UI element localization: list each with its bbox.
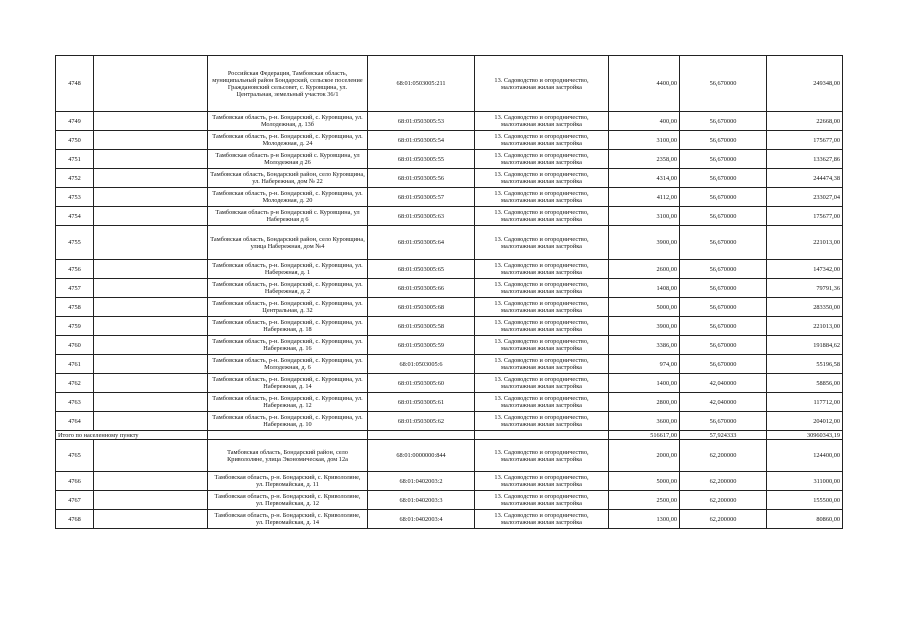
area-cell: 1408,00	[609, 279, 680, 298]
row-number: 4759	[56, 317, 94, 336]
table-row	[56, 317, 843, 336]
land-use-cell: 13. Садоводство и огородничество, малоэтажная жилая застройка	[475, 260, 609, 279]
rate-cell: 56,670000	[680, 150, 767, 169]
address-cell: Тамбовская область р-н Бондарский с. Куровщина, ул Молодежная д 26	[208, 150, 368, 169]
area-cell: 3386,00	[609, 336, 680, 355]
row-number: 4755	[56, 226, 94, 260]
blank-cell	[94, 112, 208, 131]
blank-cell	[94, 440, 208, 472]
summary-rate: 57,924333	[680, 431, 767, 440]
address-cell: Тамбовская область, Бондарский район, село Кривололяне, улица Экономическая, дом 12а	[208, 440, 368, 472]
cadastral-value-cell: 175677,00	[767, 207, 843, 226]
cadastral-number-cell: 68:01:0503005:64	[368, 226, 475, 260]
blank-cell	[94, 510, 208, 529]
area-cell: 2000,00	[609, 440, 680, 472]
cadastral-value-cell: 191884,62	[767, 336, 843, 355]
blank-cell	[94, 472, 208, 491]
row-number: 4764	[56, 412, 94, 431]
rate-cell: 56,670000	[680, 412, 767, 431]
address-cell: Тамбовская область, р-н. Бондарский, с. Куровщина, ул. Набережная, д. 18	[208, 317, 368, 336]
rate-cell: 56,670000	[680, 56, 767, 112]
land-use-cell: 13. Садоводство и огородничество, малоэтажная жилая застройка	[475, 355, 609, 374]
cadastral-value-cell: 58856,00	[767, 374, 843, 393]
table-row	[56, 355, 843, 374]
blank-cell	[94, 393, 208, 412]
rate-cell: 62,200000	[680, 510, 767, 529]
table-row	[56, 510, 843, 529]
blank-cell	[94, 226, 208, 260]
area-cell: 3900,00	[609, 226, 680, 260]
land-use-cell: 13. Садоводство и огородничество, малоэтажная жилая застройка	[475, 112, 609, 131]
blank-cell	[94, 355, 208, 374]
cadastral-value-cell: 22668,00	[767, 112, 843, 131]
table-row	[56, 226, 843, 260]
area-cell: 1300,00	[609, 510, 680, 529]
cadastral-value-cell: 221013,00	[767, 226, 843, 260]
blank-cell	[94, 260, 208, 279]
summary-blank-cell	[475, 431, 609, 440]
area-cell: 4112,00	[609, 188, 680, 207]
blank-cell	[94, 279, 208, 298]
cadastral-number-cell: 68:01:0503005:55	[368, 150, 475, 169]
cadastral-value-cell: 55196,58	[767, 355, 843, 374]
row-number: 4758	[56, 298, 94, 317]
table-row	[56, 412, 843, 431]
table-row	[56, 207, 843, 226]
rate-cell: 56,670000	[680, 336, 767, 355]
row-number: 4767	[56, 491, 94, 510]
blank-cell	[94, 150, 208, 169]
cadastral-number-cell: 68:01:0503005:54	[368, 131, 475, 150]
rate-cell: 56,670000	[680, 169, 767, 188]
address-cell: Тамбовская область р-н Бондарский с. Куровщина, ул Набережная д 6	[208, 207, 368, 226]
table-row	[56, 112, 843, 131]
area-cell: 3900,00	[609, 317, 680, 336]
rate-cell: 56,670000	[680, 207, 767, 226]
table-row	[56, 374, 843, 393]
row-number: 4750	[56, 131, 94, 150]
area-cell: 3100,00	[609, 131, 680, 150]
row-number: 4761	[56, 355, 94, 374]
rate-cell: 56,670000	[680, 355, 767, 374]
land-use-cell: 13. Садоводство и огородничество, малоэтажная жилая застройка	[475, 298, 609, 317]
row-number: 4757	[56, 279, 94, 298]
land-use-cell: 13. Садоводство и огородничество, малоэтажная жилая застройка	[475, 393, 609, 412]
address-cell: Тамбовская область, Бондарский район, село Куровщина, ул. Набережная, дом № 22	[208, 169, 368, 188]
rate-cell: 56,670000	[680, 131, 767, 150]
blank-cell	[94, 298, 208, 317]
rate-cell: 56,670000	[680, 317, 767, 336]
cadastral-number-cell: 68:01:0402003:2	[368, 472, 475, 491]
land-use-cell: 13. Садоводство и огородничество, малоэтажная жилая застройка	[475, 150, 609, 169]
cadastral-number-cell: 68:01:0503005:62	[368, 412, 475, 431]
cadastral-value-cell: 133627,86	[767, 150, 843, 169]
land-use-cell: 13. Садоводство и огородничество, малоэтажная жилая застройка	[475, 279, 609, 298]
row-number: 4751	[56, 150, 94, 169]
cadastral-number-cell: 68:01:0503005:66	[368, 279, 475, 298]
cadastral-number-cell: 68:01:0503005:211	[368, 56, 475, 112]
table-row	[56, 260, 843, 279]
cadastral-value-cell: 283350,00	[767, 298, 843, 317]
land-use-cell: 13. Садоводство и огородничество, малоэтажная жилая застройка	[475, 207, 609, 226]
address-cell: Тамбовская область, р-н. Бондарский, с. Куровщина, ул. Молодежная, д. 6	[208, 355, 368, 374]
cadastral-value-cell: 117712,00	[767, 393, 843, 412]
summary-area: 516617,00	[609, 431, 680, 440]
row-number: 4756	[56, 260, 94, 279]
blank-cell	[94, 169, 208, 188]
cadastral-number-cell: 68:01:0402003:3	[368, 491, 475, 510]
cadastral-value-cell: 249348,00	[767, 56, 843, 112]
cadastral-number-cell: 68:01:0503005:63	[368, 207, 475, 226]
area-cell: 5000,00	[609, 472, 680, 491]
rate-cell: 42,040000	[680, 374, 767, 393]
address-cell: Тамбовская область, р-н. Бондарский, с. Куровщина, ул. Набережная, д. 2	[208, 279, 368, 298]
rate-cell: 62,200000	[680, 472, 767, 491]
blank-cell	[94, 207, 208, 226]
blank-cell	[94, 131, 208, 150]
table-row	[56, 472, 843, 491]
address-cell: Тамбовская область, р-н. Бондарский, с. Куровщина, ул. Центральная, д. 32	[208, 298, 368, 317]
area-cell: 4314,00	[609, 169, 680, 188]
address-cell: Тамбовская область, р-н. Бондарский, с. Куровщина, ул. Молодежная, д. 24	[208, 131, 368, 150]
table-row	[56, 131, 843, 150]
address-cell: Тамбовская область, р-н. Бондарский, с. Куровщина, ул. Набережная, д. 12	[208, 393, 368, 412]
cadastral-value-cell: 79791,36	[767, 279, 843, 298]
cadastral-number-cell: 68:01:0503005:60	[368, 374, 475, 393]
land-use-cell: 13. Садоводство и огородничество, малоэтажная жилая застройка	[475, 56, 609, 112]
area-cell: 2600,00	[609, 260, 680, 279]
address-cell: Тамбовская область, Бондарский район, село Куровщина, улица Набережная, дом №4	[208, 226, 368, 260]
table-row	[56, 169, 843, 188]
address-cell: Тамбовская область, р-н. Бондарский, с. Кривололяне, ул. Первомайская, д. 11	[208, 472, 368, 491]
blank-cell	[94, 412, 208, 431]
area-cell: 4400,00	[609, 56, 680, 112]
cadastral-value-cell: 233027,04	[767, 188, 843, 207]
row-number: 4752	[56, 169, 94, 188]
land-use-cell: 13. Садоводство и огородничество, малоэтажная жилая застройка	[475, 188, 609, 207]
table-row	[56, 440, 843, 472]
row-number: 4753	[56, 188, 94, 207]
cadastral-value-cell: 204012,00	[767, 412, 843, 431]
area-cell: 1400,00	[609, 374, 680, 393]
land-use-cell: 13. Садоводство и огородничество, малоэтажная жилая застройка	[475, 412, 609, 431]
row-number: 4754	[56, 207, 94, 226]
cadastral-value-cell: 124400,00	[767, 440, 843, 472]
summary-label: Итого по населенному пункту	[56, 431, 208, 440]
rate-cell: 56,670000	[680, 226, 767, 260]
land-use-cell: 13. Садоводство и огородничество, малоэтажная жилая застройка	[475, 440, 609, 472]
blank-cell	[94, 317, 208, 336]
row-number: 4763	[56, 393, 94, 412]
land-use-cell: 13. Садоводство и огородничество, малоэтажная жилая застройка	[475, 317, 609, 336]
table-row	[56, 188, 843, 207]
summary-blank-cell	[208, 431, 368, 440]
land-use-cell: 13. Садоводство и огородничество, малоэтажная жилая застройка	[475, 510, 609, 529]
cadastral-value-cell: 175677,00	[767, 131, 843, 150]
cadastral-number-cell: 68:01:0503005:57	[368, 188, 475, 207]
area-cell: 3600,00	[609, 412, 680, 431]
cadastral-value-cell: 155500,00	[767, 491, 843, 510]
land-use-cell: 13. Садоводство и огородничество, малоэтажная жилая застройка	[475, 374, 609, 393]
row-number: 4768	[56, 510, 94, 529]
cadastral-number-cell: 68:01:0503005:53	[368, 112, 475, 131]
address-cell: Тамбовская область, р-н. Бондарский, с. Куровщина, ул. Набережная, д. 10	[208, 412, 368, 431]
rate-cell: 62,200000	[680, 491, 767, 510]
land-use-cell: 13. Садоводство и огородничество, малоэтажная жилая застройка	[475, 472, 609, 491]
cadastral-number-cell: 68:01:0503005:68	[368, 298, 475, 317]
land-use-cell: 13. Садоводство и огородничество, малоэтажная жилая застройка	[475, 491, 609, 510]
cadastral-value-cell: 80860,00	[767, 510, 843, 529]
address-cell: Тамбовская область, р-н. Бондарский, с. Куровщина, ул. Набережная, д. 1	[208, 260, 368, 279]
address-cell: Тамбовская область, р-н. Бондарский, с. Кривололяне, ул. Первомайская, д. 14	[208, 510, 368, 529]
rate-cell: 42,040000	[680, 393, 767, 412]
land-use-cell: 13. Садоводство и огородничество, малоэтажная жилая застройка	[475, 226, 609, 260]
address-cell: Тамбовская область, р-н. Бондарский, с. Куровщина, ул. Молодежная, д. 20	[208, 188, 368, 207]
summary-blank-cell	[368, 431, 475, 440]
cadastral-value-cell: 244474,38	[767, 169, 843, 188]
row-number: 4760	[56, 336, 94, 355]
table-row	[56, 491, 843, 510]
blank-cell	[94, 188, 208, 207]
cadastral-number-cell: 68:01:0000000:844	[368, 440, 475, 472]
area-cell: 2500,00	[609, 491, 680, 510]
rate-cell: 56,670000	[680, 112, 767, 131]
land-use-cell: 13. Садоводство и огородничество, малоэтажная жилая застройка	[475, 131, 609, 150]
table-row	[56, 336, 843, 355]
area-cell: 5000,00	[609, 298, 680, 317]
blank-cell	[94, 336, 208, 355]
cadastral-value-cell: 221013,00	[767, 317, 843, 336]
row-number: 4748	[56, 56, 94, 112]
cadastral-number-cell: 68:01:0402003:4	[368, 510, 475, 529]
row-number: 4749	[56, 112, 94, 131]
row-number: 4766	[56, 472, 94, 491]
table-row	[56, 393, 843, 412]
address-cell: Тамбовская область, р-н. Бондарский, с. Кривололяне, ул. Первомайская, д. 12	[208, 491, 368, 510]
cadastral-value-cell: 147342,00	[767, 260, 843, 279]
area-cell: 2800,00	[609, 393, 680, 412]
table-row	[56, 150, 843, 169]
table-row	[56, 298, 843, 317]
area-cell: 974,00	[609, 355, 680, 374]
address-cell: Тамбовская область, р-н. Бондарский, с. Куровщина, ул. Молодежная, д. 13б	[208, 112, 368, 131]
cadastral-number-cell: 68:01:0503005:56	[368, 169, 475, 188]
land-register-table	[55, 55, 843, 529]
row-number: 4765	[56, 440, 94, 472]
area-cell: 3100,00	[609, 207, 680, 226]
rate-cell: 62,200000	[680, 440, 767, 472]
address-cell: Тамбовская область, р-н. Бондарский, с. Куровщина, ул. Набережная, д. 14	[208, 374, 368, 393]
cadastral-number-cell: 68:01:0503005:61	[368, 393, 475, 412]
rate-cell: 56,670000	[680, 279, 767, 298]
cadastral-value-cell: 311000,00	[767, 472, 843, 491]
area-cell: 400,00	[609, 112, 680, 131]
table-row	[56, 56, 843, 112]
area-cell: 2358,00	[609, 150, 680, 169]
table-row	[56, 279, 843, 298]
cadastral-number-cell: 68:01:0503005:65	[368, 260, 475, 279]
address-cell: Тамбовская область, р-н. Бондарский, с. Куровщина, ул. Набережная, д. 16	[208, 336, 368, 355]
land-use-cell: 13. Садоводство и огородничество, малоэтажная жилая застройка	[475, 169, 609, 188]
summary-row	[56, 431, 843, 440]
summary-value: 30960343,19	[767, 431, 843, 440]
land-use-cell: 13. Садоводство и огородничество, малоэтажная жилая застройка	[475, 336, 609, 355]
rate-cell: 56,670000	[680, 260, 767, 279]
blank-cell	[94, 374, 208, 393]
rate-cell: 56,670000	[680, 298, 767, 317]
blank-cell	[94, 56, 208, 112]
cadastral-number-cell: 68:01:0503005:6	[368, 355, 475, 374]
cadastral-number-cell: 68:01:0503005:59	[368, 336, 475, 355]
rate-cell: 56,670000	[680, 188, 767, 207]
cadastral-number-cell: 68:01:0503005:58	[368, 317, 475, 336]
address-cell: Российская Федерация, Тамбовская область, муниципальный район Бондарский, сельское поселение Граждановский сельсовет, с. Куровщина, ул. Центральная, земельный участок 36/1	[208, 56, 368, 112]
blank-cell	[94, 491, 208, 510]
row-number: 4762	[56, 374, 94, 393]
